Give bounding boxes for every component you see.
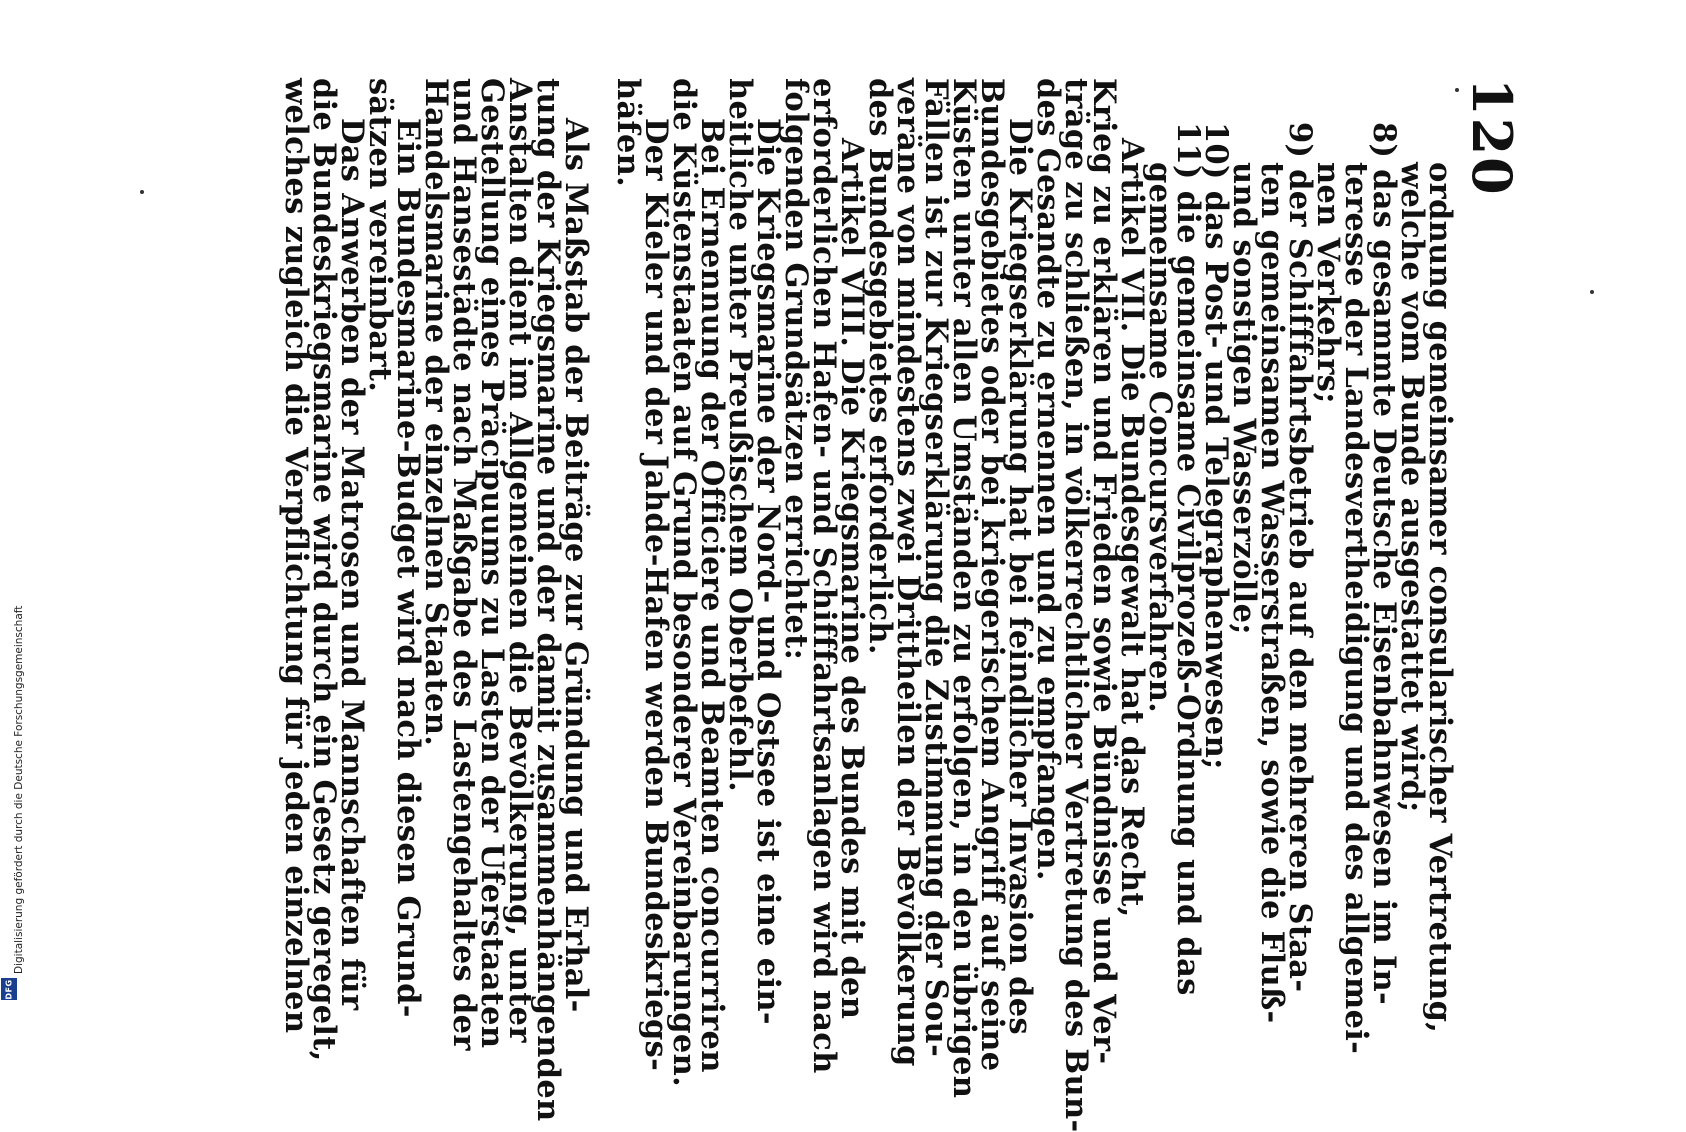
text-line: 11) die gemeinsame Civilprozeß-Ordnung und das: [1170, 122, 1206, 996]
text-line: die Bundeskriegsmarine wird durch ein Gesetz geregelt,: [306, 78, 342, 1062]
scan-speck: [1590, 290, 1594, 294]
text-line: Krieg zu erklären und Frieden sowie Bündnisse und Ver-: [1086, 78, 1122, 1065]
text-line: 10) das Post- und Telegraphenwesen;: [1198, 122, 1234, 770]
text-line: Die Kriegserklärung hat bei feindlicher Invasion des: [1002, 118, 1038, 1035]
text-line: Bei Ernennung der Officiere und Beamten concurriren: [694, 118, 730, 1073]
credit-text: Digitalisierung gefördert durch die Deutsche Forschungsgemeinschaft: [13, 605, 25, 974]
text-line: Das Anwerben der Matrosen und Mannschaften für: [334, 118, 370, 1011]
text-line: welches zugleich die Verpflichtung für jeden einzelnen: [278, 78, 314, 1034]
text-line: des Bundesgebietes erforderlich.: [862, 78, 898, 655]
text-line: 9) der Schifffahrtsbetrieb auf den mehreren Staa-: [1282, 122, 1318, 993]
text-line: Der Kieler und der Jahde-Hafen werden Bundeskriegs-: [638, 118, 674, 1072]
text-line: Gestellung eines Präcipuums zu Lasten der Uferstaaten: [474, 78, 510, 1049]
text-line: folgenden Grundsätzen errichtet:: [778, 78, 814, 661]
text-line: gemeinsame Concursverfahren.: [1142, 162, 1178, 714]
dfg-logo-text: DFG: [4, 978, 14, 1000]
text-line: teresse der Landesvertheidigung und des allgemei-: [1338, 162, 1374, 1055]
text-line: nen Verkehrs;: [1310, 162, 1346, 404]
dfg-logo: [1, 978, 17, 1000]
text-line: Küsten unter allen Umständen zu erfolgen, in den übrigen: [946, 78, 982, 1099]
scan-speck: [140, 190, 144, 194]
digitization-credit: [0, 0, 25, 1000]
text-line: Fällen ist zur Kriegserklärung die Zustimmung der Sou-: [918, 78, 954, 1058]
text-line: Die Kriegsmarine der Nord- und Ostsee ist eine ein-: [750, 118, 786, 1025]
text-line: und sonstigen Wasserzölle;: [1226, 162, 1262, 635]
text-line: Handelsmarine der einzelnen Staaten.: [418, 78, 454, 747]
text-line: häfen.: [610, 78, 646, 188]
text-line: Ein Bundesmarine-Budget wird nach diesen Grund-: [390, 118, 426, 1018]
text-line: welche vom Bunde ausgestattet wird;: [1394, 162, 1430, 813]
scan-speck: [1455, 88, 1459, 92]
text-line: ordnung gemeinsamer consularischer Vertretung,: [1422, 162, 1458, 1034]
text-line: Als Maßstab der Beiträge zur Gründung und Erhal-: [558, 118, 594, 1013]
text-line: ten gemeinsamen Wasserstraßen, sowie die Fluß-: [1254, 162, 1290, 1024]
rotated-text-block: [140, 78, 1524, 1132]
text-line: veräne von mindestens zwei Drittheilen der Bevölkerung: [890, 78, 926, 1067]
text-line: Bundesgebietes oder bei kriegerischem Angriff auf seine: [974, 78, 1010, 1072]
text-line: Artikel VIII. Die Kriegsmarine des Bundes mit den: [834, 138, 870, 1020]
text-line: tung der Kriegsmarine und der damit zusammenhängenden: [530, 78, 566, 1122]
text-line: 8) das gesammte Deutsche Eisenbahnwesen im In-: [1366, 122, 1402, 1005]
text-line: erforderlichen Hafen- und Schifffahrtsanlagen wird nach: [806, 78, 842, 1074]
text-line: Artikel VII. Die Bundesgewalt hat das Recht,: [1114, 138, 1150, 918]
text-line: die Küstenstaaten auf Grund besonderer Vereinbarungen.: [666, 78, 702, 1087]
text-line: Anstalten dient im Allgemeinen die Bevölkerung, unter: [502, 78, 538, 1043]
text-line: heitliche unter Preußischem Oberbefehl.: [722, 78, 758, 792]
page-number: 120: [1460, 78, 1524, 197]
text-line: sätzen vereinbart.: [362, 78, 398, 393]
text-line: des Gesandte zu ernennen und zu empfangen.: [1030, 78, 1066, 881]
text-line: und Hansestädte nach Maßgabe des Lastengehaltes der: [446, 78, 482, 1051]
text-line: träge zu schließen, in völkerrechtlicher Vertretung des Bun-: [1058, 78, 1094, 1132]
